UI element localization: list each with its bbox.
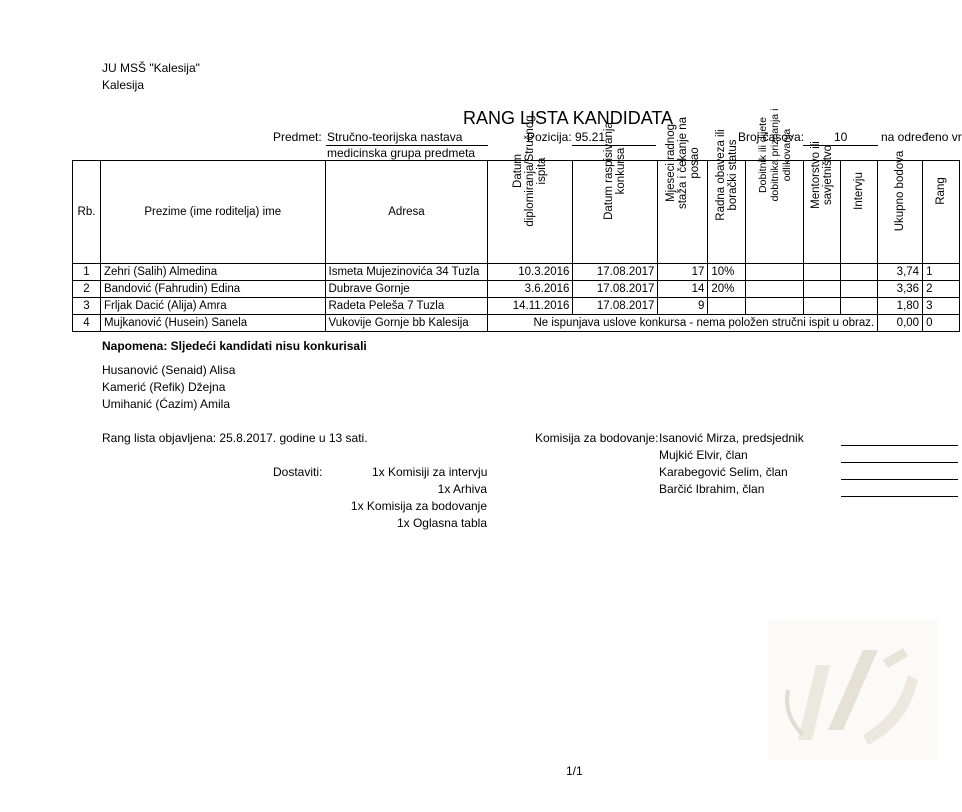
cell-rank: 3 <box>923 298 960 315</box>
table-row <box>73 281 960 298</box>
cell-name: Frljak Dacić (Alija) Amra <box>100 298 325 315</box>
predmet-value-line-2: medicinska grupa predmeta <box>327 146 476 160</box>
deliver-item: 1x Komisija za bodovanje <box>350 499 487 513</box>
cell-mentor <box>804 264 841 281</box>
cell-rank: 1 <box>923 264 960 281</box>
col-address: Adresa <box>325 161 488 264</box>
cell-diploma-date: 14.11.2016 <box>488 298 573 315</box>
cell-total: 3,36 <box>878 281 923 298</box>
cell-mentor <box>804 298 841 315</box>
pozicija-value: 95.21 <box>575 130 606 144</box>
watermark-logo-icon <box>768 620 938 760</box>
cell-total: 0,00 <box>878 315 923 332</box>
cell-name: Zehri (Salih) Almedina <box>100 264 325 281</box>
cell-address: Radeta Peleša 7 Tuzla <box>325 298 488 315</box>
signature-line <box>841 462 958 463</box>
signature-line <box>841 496 958 497</box>
cell-address: Ismeta Mujezinovića 34 Tuzla <box>325 264 488 281</box>
page-number: 1/1 <box>566 764 583 778</box>
cell-months: 9 <box>658 298 708 315</box>
cell-award <box>746 281 804 298</box>
cell-diploma-date: 10.3.2016 <box>488 264 573 281</box>
col-rb: Rb. <box>73 161 101 264</box>
casova-value: 10 <box>834 130 848 144</box>
cell-military: 20% <box>708 281 746 298</box>
table-header-row <box>73 161 960 264</box>
cell-name: Bandović (Fahrudin) Edina <box>100 281 325 298</box>
cell-total: 1,80 <box>878 298 923 315</box>
cell-name: Mujkanović (Husein) Sanela <box>100 315 325 332</box>
cell-rb: 4 <box>73 315 101 332</box>
cell-military <box>708 298 746 315</box>
cell-diploma-date: 3.6.2016 <box>488 281 573 298</box>
predmet-value-line-1: Stručno-teorijska nastava <box>327 130 463 144</box>
table-row <box>73 298 960 315</box>
col-contest-date: Datum raspisivanja konkursa <box>573 161 658 264</box>
cell-months: 17 <box>658 264 708 281</box>
table-row-disqualified <box>73 315 960 332</box>
note-name: Husanović (Senaid) Alisa <box>102 363 236 377</box>
col-months: Mjeseci radnog staža i čekanje na posao <box>658 161 708 264</box>
signature-line <box>841 479 958 480</box>
deliver-item: 1x Oglasna tabla <box>396 516 487 530</box>
commission-member: Mujkić Elvir, član <box>659 448 748 462</box>
cell-address: Vukovije Gornje bb Kalesija <box>325 315 488 332</box>
predmet-label: Predmet: <box>273 130 322 144</box>
commission-member: Barčić Ibrahim, član <box>659 482 765 496</box>
cell-contest-date: 17.08.2017 <box>573 264 658 281</box>
cell-disqualification-note: Ne ispunjava uslove konkursa - nema položen stručni ispit u obraz. <box>488 315 878 332</box>
col-military: Radna obaveza ili borački status <box>708 161 746 264</box>
commission-member: Karabegović Selim, član <box>659 465 788 479</box>
cell-interview <box>841 281 878 298</box>
deliver-item: 1x Arhiva <box>437 482 487 496</box>
casova-label: Broj časova: <box>738 130 805 144</box>
col-name: Prezime (ime roditelja) ime <box>100 161 325 264</box>
col-rank: Rang <box>923 161 960 264</box>
cell-address: Dubrave Gornje <box>325 281 488 298</box>
institution-city: Kalesija <box>102 78 145 92</box>
col-interview: Intervju <box>841 161 878 264</box>
cell-mentor <box>804 281 841 298</box>
page-title: RANG LISTA KANDIDATA <box>463 108 674 128</box>
cell-contest-date: 17.08.2017 <box>573 281 658 298</box>
cell-rank: 2 <box>923 281 960 298</box>
cell-award <box>746 264 804 281</box>
cell-rb: 2 <box>73 281 101 298</box>
cell-total: 3,74 <box>878 264 923 281</box>
cell-rb: 1 <box>73 264 101 281</box>
cell-rank: 0 <box>923 315 960 332</box>
cell-interview <box>841 298 878 315</box>
col-total: Ukupno bodova <box>878 161 923 264</box>
deliver-item: 1x Komisiji za intervju <box>372 465 488 479</box>
cell-rb: 3 <box>73 298 101 315</box>
commission-label: Komisija za bodovanje: <box>535 431 659 445</box>
col-award: Dobitnik ili dijete dobitnika priznanja i odlikovanja <box>746 161 804 264</box>
col-mentor: Mentorstvo ili savjetništvo <box>804 161 841 264</box>
col-diploma-date: Datum diplomiranja/Stručnog ispita <box>488 161 573 264</box>
pozicija-label: Pozicija: <box>527 130 572 144</box>
note-name: Kamerić (Refik) Džejna <box>102 380 226 394</box>
cell-award <box>746 298 804 315</box>
deliver-label: Dostaviti: <box>273 465 323 479</box>
signature-line <box>841 445 958 446</box>
duration-text: na određeno vr <box>881 130 962 144</box>
table-row <box>73 264 960 281</box>
note-name: Umihanić (Ćazim) Amila <box>102 397 231 411</box>
commission-member: Isanović Mirza, predsjednik <box>659 431 804 445</box>
cell-contest-date: 17.08.2017 <box>573 298 658 315</box>
cell-interview <box>841 264 878 281</box>
published-text: Rang lista objavljena: 25.8.2017. godine u 13 sati. <box>102 431 368 445</box>
note-heading: Napomena: Sljedeći kandidati nisu konkurisali <box>102 339 367 353</box>
cell-military: 10% <box>708 264 746 281</box>
cell-months: 14 <box>658 281 708 298</box>
institution-name: JU MSŠ "Kalesija" <box>102 61 200 75</box>
